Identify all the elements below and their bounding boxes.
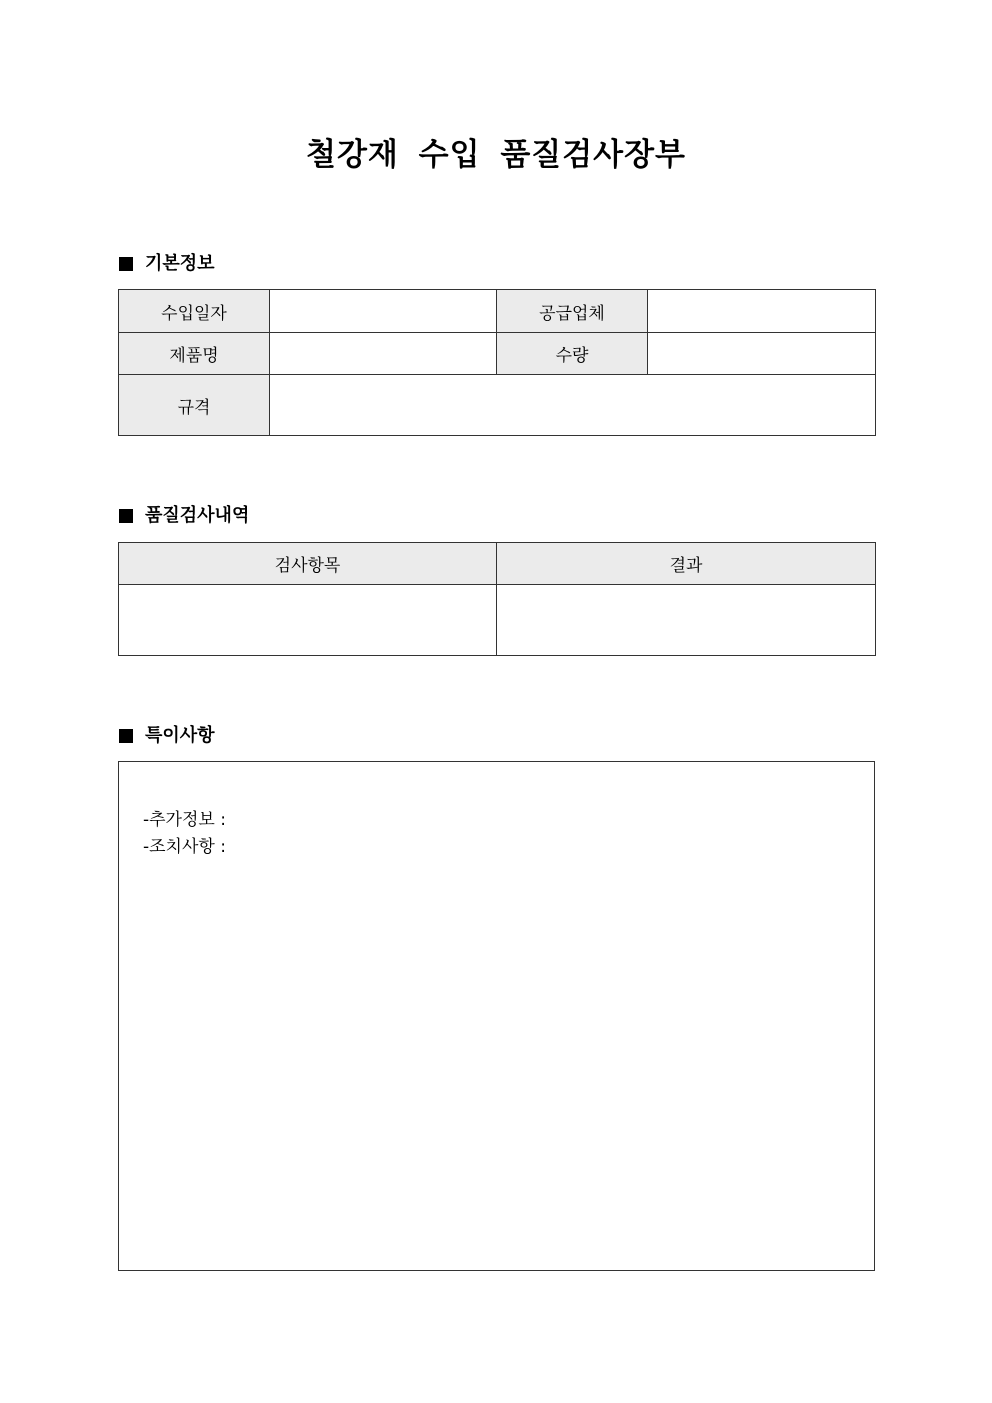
product-name-field[interactable]: [270, 333, 497, 375]
remarks-heading: [119, 724, 215, 748]
action-taken-line: -조치사항 :: [143, 837, 226, 857]
square-bullet-icon: [119, 509, 133, 523]
inspection-heading-label: 품질검사내역: [145, 505, 250, 526]
spec-label: 규격: [119, 375, 270, 436]
inspection-item-header: 검사항목: [119, 543, 497, 585]
product-name-label: 제품명: [119, 333, 270, 375]
inspection-heading: [119, 504, 249, 528]
inspection-table: [118, 542, 876, 656]
basic-info-heading: [119, 252, 215, 276]
remarks-heading-label: 특이사항: [145, 725, 215, 746]
supplier-label: 공급업체: [497, 290, 648, 333]
spec-field[interactable]: [270, 375, 876, 436]
table-row: [119, 333, 876, 375]
supplier-field[interactable]: [648, 290, 876, 333]
additional-info-line: -추가정보 :: [143, 810, 226, 830]
result-header: 결과: [497, 543, 876, 585]
remarks-box[interactable]: [118, 761, 875, 1271]
document-title: 철강재 수입 품질검사장부: [306, 137, 686, 173]
table-row: [119, 375, 876, 436]
table-header-row: [119, 543, 876, 585]
square-bullet-icon: [119, 257, 133, 271]
inspection-item-field[interactable]: [119, 585, 497, 656]
result-field[interactable]: [497, 585, 876, 656]
import-date-field[interactable]: [270, 290, 497, 333]
table-row: [119, 290, 876, 333]
basic-info-heading-label: 기본정보: [145, 253, 215, 274]
square-bullet-icon: [119, 729, 133, 743]
import-date-label: 수입일자: [119, 290, 270, 333]
table-row: [119, 585, 876, 656]
quantity-label: 수량: [497, 333, 648, 375]
quantity-field[interactable]: [648, 333, 876, 375]
basic-info-table: [118, 289, 876, 436]
